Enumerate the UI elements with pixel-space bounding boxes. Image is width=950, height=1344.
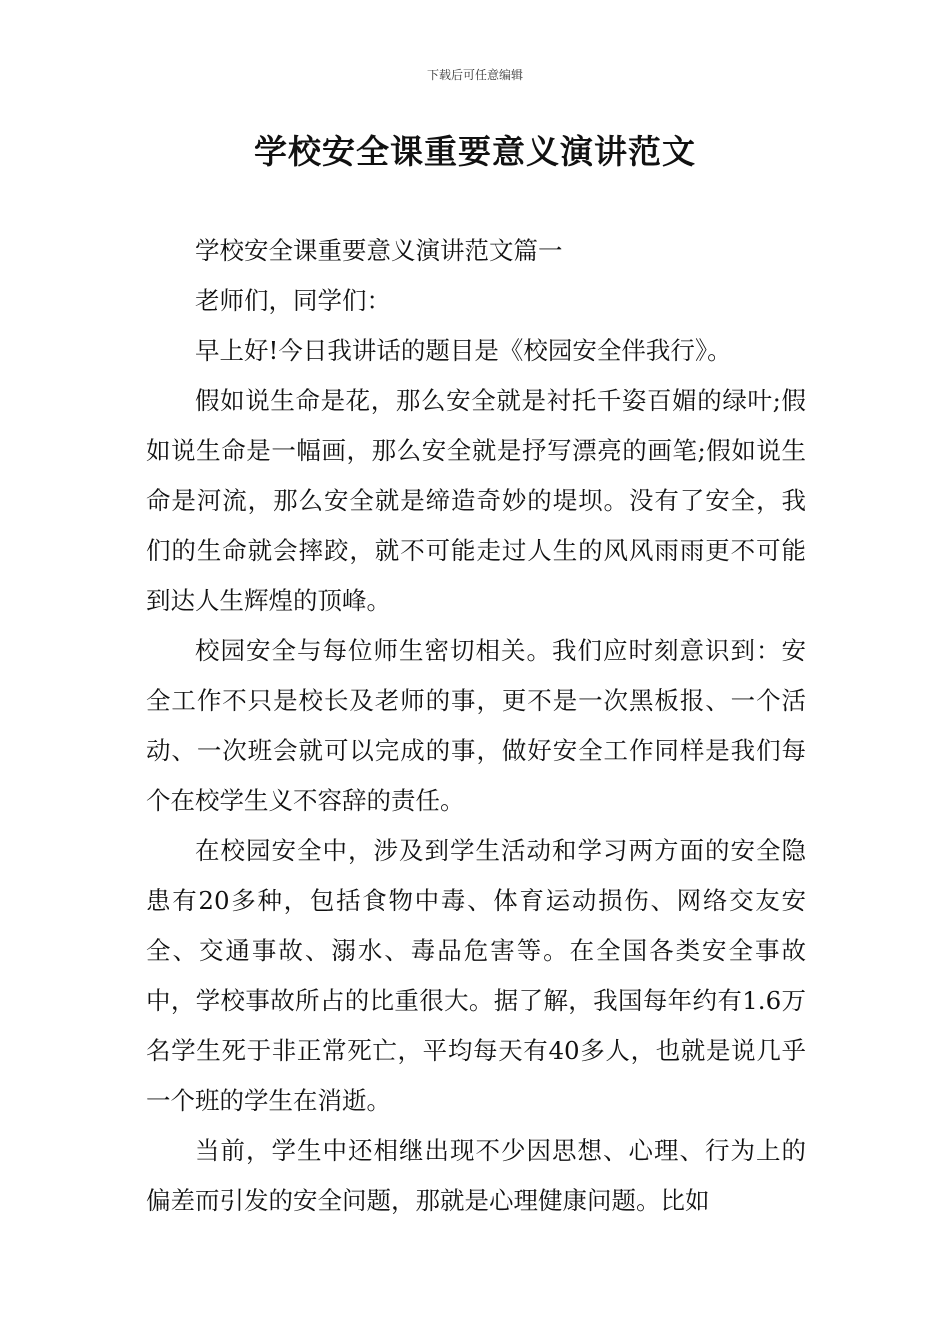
paragraph: 当前，学生中还相继出现不少因思想、心理、行为上的偏差而引发的安全问题，那就是心理健康问题。比如 (146, 1136, 806, 1215)
paragraph: 假如说生命是花，那么安全就是衬托千姿百媚的绿叶;假如说生命是一幅画，那么安全就是抒写漂亮的画笔;假如说生命是河流，那么安全就是缔造奇妙的堤坝。没有了安全，我们的生命就会摔跤，就不可能走过人生的风风雨雨更不可能到达人生辉煌的顶峰。 (146, 386, 806, 615)
paragraph: 校园安全与每位师生密切相关。我们应时刻意识到：安全工作不只是校长及老师的事，更不是一次黑板报、一个活动、一次班会就可以完成的事，做好安全工作同样是我们每个在校学生义不容辞的责任。 (146, 636, 806, 815)
document-title: 学校安全课重要意义演讲范文 (254, 132, 696, 171)
document-body (146, 226, 806, 1226)
paragraph: 在校园安全中，涉及到学生活动和学习两方面的安全隐患有20多种，包括食物中毒、体育运动损伤、网络交友安全、交通事故、溺水、毒品危害等。在全国各类安全事故中，学校事故所占的比重很大。据了解，我国每年约有1.6万名学生死于非正常死亡，平均每天有40多人，也就是说几乎一个班的学生在消逝。 (146, 836, 806, 1115)
header-note: 下载后可任意编辑 (426, 68, 523, 82)
paragraph-subtitle: 学校安全课重要意义演讲范文篇一 (195, 236, 563, 265)
paragraph-opening: 早上好!今日我讲话的题目是《校园安全伴我行》。 (195, 336, 732, 365)
paragraph-greeting: 老师们，同学们： (195, 286, 391, 315)
